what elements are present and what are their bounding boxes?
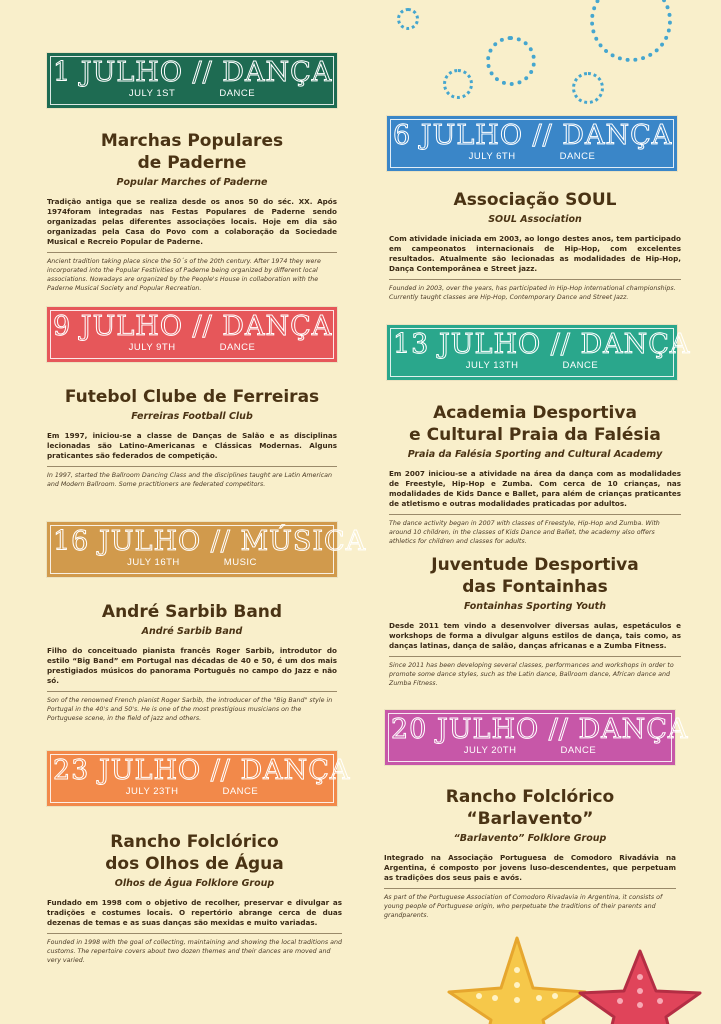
- banner-subtitle: [53, 557, 331, 569]
- banner-subtitle: [391, 745, 669, 757]
- event-entry-andre-sarbib-band: [47, 601, 337, 723]
- entry-description-pt: Tradição antiga que se realiza desde os anos 50 do séc. XX. Após 1974foram integradas nas Festas Populares de Paderne sendo organizadas pelas diferentes associações locais. Hoje em dia são organizadas pela Casa do Povo com a colaboração da Sociedade Musical e Recreio Popular de Paderne.: [47, 197, 337, 253]
- entry-description-en: Since 2011 has been developing several classes, performances and workshops in order to promote some dance styles, such as the Latin dance, Ballroom dance, African dance and Zumba Fitness.: [389, 662, 674, 687]
- entry-title-line: Juventude Desportiva: [431, 555, 639, 575]
- entry-title: [47, 386, 337, 408]
- entry-title-line: de Paderne: [137, 153, 247, 173]
- entry-title-line: Futebol Clube de Ferreiras: [64, 387, 320, 407]
- banner-date: JULY 23TH: [125, 786, 179, 797]
- entry-description-pt: Com atividade iniciada em 2003, ao longo destes anos, tem participado em campeonatos internacionais de Hip-Hop, com excelentes resultados. Atualmente são lecionadas as modalidades de Hip-Hop, Dança Contemporânea e Street jazz.: [389, 234, 681, 280]
- entry-title-line: Rancho Folclórico: [110, 832, 279, 852]
- date-banner-july-23: [47, 751, 351, 806]
- date-banner-july-20: [385, 710, 689, 765]
- event-entry-academia-desportiva: [389, 402, 681, 546]
- banner-date: JULY 9TH: [128, 342, 176, 353]
- entry-description-en: In 1997, started the Ballroom Dancing Class and the disciplines taught are Latin American and Modern Ballroom. Some practitioners are federated competitors.: [47, 472, 333, 488]
- banner-category: DANCE: [219, 88, 256, 99]
- entry-title: [389, 189, 681, 211]
- entry-description-pt: Em 2007 iniciou-se a atividade na área da dança com as modalidades de Freestyle, Hip-Hop e Zumba. Com cerca de 10 crianças, nas modalidades de Kids Dance e Ballet, para além de crianças praticantes de atletismo e outras modalidades praticadas por adultos.: [389, 469, 681, 515]
- entry-description-pt: Fundado em 1998 com o objetivo de recolher, preservar e divulgar as tradições e costumes locais. O repertório abrange cerca de duas dezenas de temas e as suas danças são mexidas e muito variadas.: [47, 898, 342, 934]
- banner-category: DANCE: [222, 786, 259, 797]
- date-banner-july-6: [387, 116, 677, 171]
- entry-subtitle: “Barlavento” Folklore Group: [453, 833, 607, 844]
- event-entry-associacao-soul: [389, 189, 681, 302]
- banner-title: 16 JULHO // MÚSICA: [53, 526, 367, 557]
- entry-title-line: e Cultural Praia da Falésia: [409, 425, 661, 445]
- entry-title-line: Academia Desportiva: [433, 403, 637, 423]
- red-starfish-icon: [560, 945, 721, 1024]
- entry-description-en: Ancient tradition taking place since the 50´s of the 20th century. After 1974 they were incorporated into the Popular Festivities of Paderne being organized by different local associations. Nowadays are organized by the People's House in collaboration with the Paderne Musical Society and Popular Recreation.: [47, 258, 321, 292]
- dotted-circle-decoration: [397, 8, 419, 30]
- entry-description-en: Founded in 1998 with the goal of collecting, maintaining and showing the local traditions and customs. The repertoire covers about two dozen themes and their dances are moved and very varied.: [47, 939, 342, 964]
- entry-title: [384, 786, 676, 830]
- banner-category: DANCE: [560, 745, 597, 756]
- banner-title: 13 JULHO // DANÇA: [393, 329, 691, 360]
- event-entry-rancho-olhos-de-agua: [47, 831, 342, 965]
- banner-subtitle: [393, 360, 671, 372]
- entry-description-en: As part of the Portuguese Association of Comodoro Rivadavia in Argentina, it consists of young people of Portuguese origin, who perpetuate the traditions of their parents and grandparents.: [384, 894, 663, 919]
- entry-title-line: dos Olhos de Água: [105, 854, 284, 874]
- entry-title-line: “Barlavento”: [466, 809, 594, 829]
- banner-category: DANCE: [562, 360, 599, 371]
- entry-subtitle: Praia da Falésia Sporting and Cultural Academy: [407, 449, 663, 460]
- event-entry-juventude-fontainhas: [389, 554, 681, 688]
- banner-title: 6 JULHO // DANÇA: [393, 120, 673, 151]
- banner-date: JULY 13TH: [465, 360, 519, 371]
- entry-subtitle: Popular Marches of Paderne: [116, 177, 268, 188]
- dotted-circle-decoration: [572, 72, 604, 104]
- entry-description-pt: Em 1997, iniciou-se a classe de Danças de Salão e as disciplinas lecionadas são Latino-Americanas e Clássicas Modernas. Alguns praticantes são federados de competição.: [47, 431, 337, 467]
- entry-title: [47, 130, 337, 174]
- entry-description-en: The dance activity began in 2007 with classes of Freestyle, Hip-Hop and Zumba. With around 10 children, in the classes of Kids Dance and Ballet, the academy also offers athletics for children and classes for adults.: [389, 520, 660, 545]
- entry-description-en: Son of the renowned French pianist Roger Sarbib, the introducer of the "Big Band" style in Portugal in the 40's and 50's. He is one of the most prestigious musicians on the Portuguese scene, in the field of jazz and others.: [47, 697, 333, 722]
- banner-title: 23 JULHO // DANÇA: [53, 755, 351, 786]
- banner-title: 1 JULHO // DANÇA: [53, 57, 333, 88]
- entry-title-line: Associação SOUL: [453, 190, 617, 210]
- entry-title: [389, 402, 681, 446]
- banner-category: MUSIC: [223, 557, 257, 568]
- entry-title-line: Rancho Folclórico: [445, 787, 615, 807]
- entry-description-pt: Filho do conceituado pianista francês Roger Sarbib, introdutor do estilo “Big Band” em Portugal nas décadas de 40 e 50, é um dos mais prestigiados músicos do panorama Português no campo do Jazz e não só.: [47, 646, 337, 692]
- banner-date: JULY 16TH: [127, 557, 180, 568]
- entry-title-line: das Fontainhas: [462, 577, 608, 597]
- entry-title-line: André Sarbib Band: [101, 602, 283, 622]
- banner-category: DANCE: [219, 342, 256, 353]
- event-entry-futebol-clube-ferreiras: [47, 386, 337, 489]
- banner-date: JULY 6TH: [468, 151, 516, 162]
- date-banner-july-9: [47, 307, 337, 362]
- banner-date: JULY 20TH: [463, 745, 517, 756]
- date-banner-july-13: [387, 325, 691, 380]
- entry-title: [389, 554, 681, 598]
- banner-subtitle: [53, 88, 331, 100]
- entry-title: [47, 831, 342, 875]
- event-entry-rancho-barlavento: [384, 786, 676, 920]
- banner-title: 20 JULHO // DANÇA: [391, 714, 689, 745]
- event-entry-marchas-populares: [47, 130, 337, 293]
- entry-description-en: Founded in 2003, over the years, has participated in Hip-Hop international championships. Currently taught classes are Hip-Hop, Contemporary Dance and Street Jazz.: [389, 285, 676, 301]
- entry-subtitle: André Sarbib Band: [141, 626, 243, 637]
- banner-date: JULY 1ST: [128, 88, 176, 99]
- dotted-circle-decoration: [590, 0, 672, 62]
- banner-subtitle: [393, 151, 671, 163]
- entry-title-line: Marchas Populares: [100, 131, 284, 151]
- entry-description-pt: Integrado na Associação Portuguesa de Comodoro Rivadávia na Argentina, é composto por jovens luso-descendentes, que perpetuam as tradições dos seus pais e avós.: [384, 853, 676, 889]
- banner-subtitle: [53, 342, 331, 354]
- entry-description-pt: Desde 2011 tem vindo a desenvolver diversas aulas, espetáculos e workshops de forma a divulgar alguns estilos de dança, tais como, as danças latinas, dança de salão, danças africanas e a Zumba Fitness.: [389, 621, 681, 657]
- banner-title: 9 JULHO // DANÇA: [53, 311, 333, 342]
- date-banner-july-16: [47, 522, 367, 577]
- entry-subtitle: SOUL Association: [488, 214, 582, 225]
- date-banner-july-1: [47, 53, 337, 108]
- dotted-circle-decoration: [443, 69, 473, 99]
- banner-subtitle: [53, 786, 331, 798]
- dotted-circle-decoration: [486, 36, 536, 86]
- entry-subtitle: Ferreiras Football Club: [131, 411, 253, 422]
- entry-subtitle: Fontainhas Sporting Youth: [464, 601, 606, 612]
- banner-category: DANCE: [559, 151, 596, 162]
- entry-title: [47, 601, 337, 623]
- entry-subtitle: Olhos de Água Folklore Group: [114, 878, 275, 889]
